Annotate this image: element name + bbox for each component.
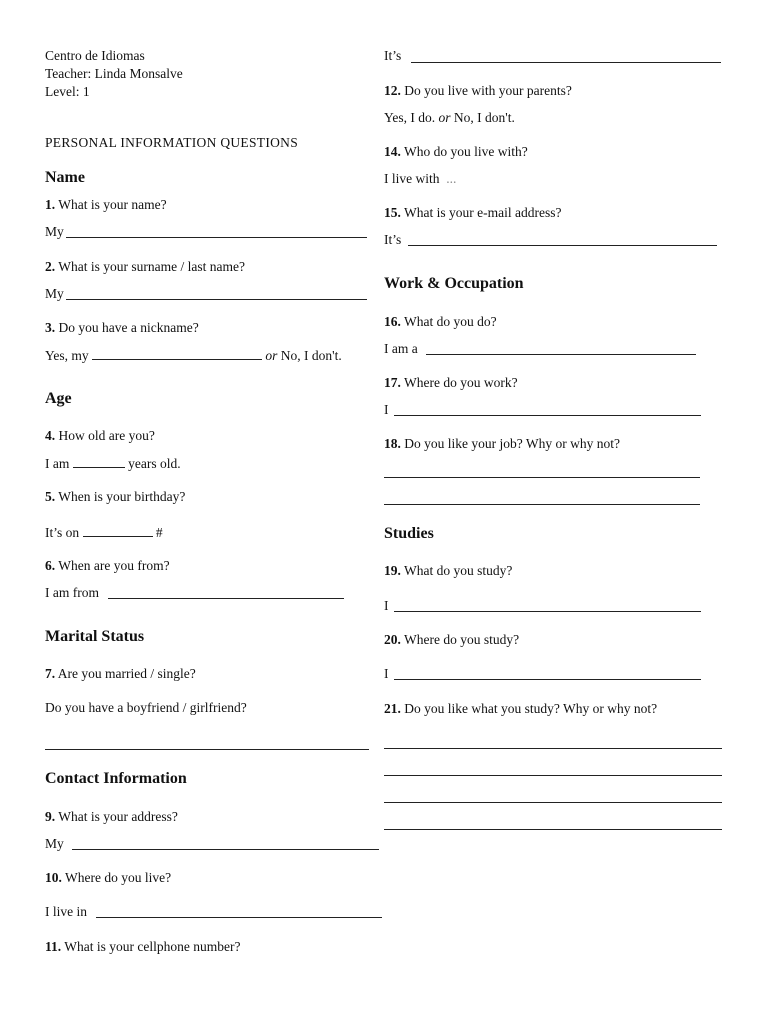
answer-21-line-1[interactable] <box>384 748 722 749</box>
answer-10-prefix: I live in <box>45 904 87 919</box>
question-6: 6. When are you from? <box>45 558 170 573</box>
answer-2-line[interactable] <box>66 299 367 300</box>
question-10: 10. Where do you live? <box>45 870 172 885</box>
school-name: Centro de Idiomas <box>45 48 145 63</box>
answer-21-line-3[interactable] <box>384 802 722 803</box>
answer-9-prefix: My <box>45 836 64 851</box>
question-15: 15. What is your e-mail address? <box>384 205 562 220</box>
answer-18-line-1[interactable] <box>384 477 700 478</box>
answer-11-prefix: It’s <box>384 48 402 63</box>
answer-15-prefix: It’s <box>384 232 402 247</box>
question-20: 20. Where do you study? <box>384 632 520 647</box>
section-marital-status: Marital Status <box>45 628 145 645</box>
answer-10-line[interactable] <box>96 917 382 918</box>
question-11: 11. What is your cellphone number? <box>45 939 241 954</box>
level: Level: 1 <box>45 84 90 99</box>
answer-20-prefix: I <box>384 666 389 681</box>
question-8: Do you have a boyfriend / girlfriend? <box>45 700 247 715</box>
worksheet-title: PERSONAL INFORMATION QUESTIONS <box>45 135 299 150</box>
question-17: 17. Where do you work? <box>384 375 518 390</box>
question-19: 19. What do you study? <box>384 563 513 578</box>
section-name: Name <box>45 169 85 186</box>
teacher-name: Teacher: Linda Monsalve <box>45 66 183 81</box>
question-18: 18. Do you like your job? Why or why not? <box>384 436 620 451</box>
answer-3-line[interactable] <box>92 347 262 360</box>
answer-15-line[interactable] <box>408 245 717 246</box>
answer-1-prefix: My <box>45 224 64 239</box>
section-age: Age <box>45 390 72 407</box>
answer-17-prefix: I <box>384 402 389 417</box>
answer-1-line[interactable] <box>66 237 367 238</box>
answer-6-prefix: I am from <box>45 585 99 600</box>
section-work-occupation: Work & Occupation <box>384 275 524 292</box>
answer-14: I live with ... <box>384 171 457 186</box>
answer-12: Yes, I do. or No, I don't. <box>384 110 515 125</box>
question-12: 12. Do you live with your parents? <box>384 83 572 98</box>
question-21: 21. Do you like what you study? Why or why not? <box>384 701 658 716</box>
answer-17-line[interactable] <box>394 415 701 416</box>
answer-3: Yes, my or No, I don't. <box>45 348 342 363</box>
answer-11-line[interactable] <box>411 62 721 63</box>
question-5: 5. When is your birthday? <box>45 489 186 504</box>
answer-9-line[interactable] <box>72 849 379 850</box>
answer-6-line[interactable] <box>108 598 344 599</box>
section-studies: Studies <box>384 525 434 542</box>
answer-4-line[interactable] <box>73 455 125 468</box>
answer-5-line[interactable] <box>83 524 153 537</box>
answer-21-line-4[interactable] <box>384 829 722 830</box>
answer-7-line[interactable] <box>45 749 369 750</box>
answer-4: I am years old. <box>45 456 181 471</box>
question-4: 4. How old are you? <box>45 428 155 443</box>
answer-18-line-2[interactable] <box>384 504 700 505</box>
question-7: 7. Are you married / single? <box>45 666 196 681</box>
answer-2-prefix: My <box>45 286 64 301</box>
answer-5: It’s on # <box>45 525 163 540</box>
question-3: 3. Do you have a nickname? <box>45 320 199 335</box>
question-2: 2. What is your surname / last name? <box>45 259 245 274</box>
answer-16-line[interactable] <box>426 354 696 355</box>
answer-19-prefix: I <box>384 598 389 613</box>
answer-21-line-2[interactable] <box>384 775 722 776</box>
answer-16-prefix: I am a <box>384 341 418 356</box>
question-16: 16. What do you do? <box>384 314 497 329</box>
question-9: 9. What is your address? <box>45 809 178 824</box>
section-contact-information: Contact Information <box>45 770 187 787</box>
answer-19-line[interactable] <box>394 611 701 612</box>
question-1: 1. What is your name? <box>45 197 167 212</box>
answer-20-line[interactable] <box>394 679 701 680</box>
question-14: 14. Who do you live with? <box>384 144 528 159</box>
